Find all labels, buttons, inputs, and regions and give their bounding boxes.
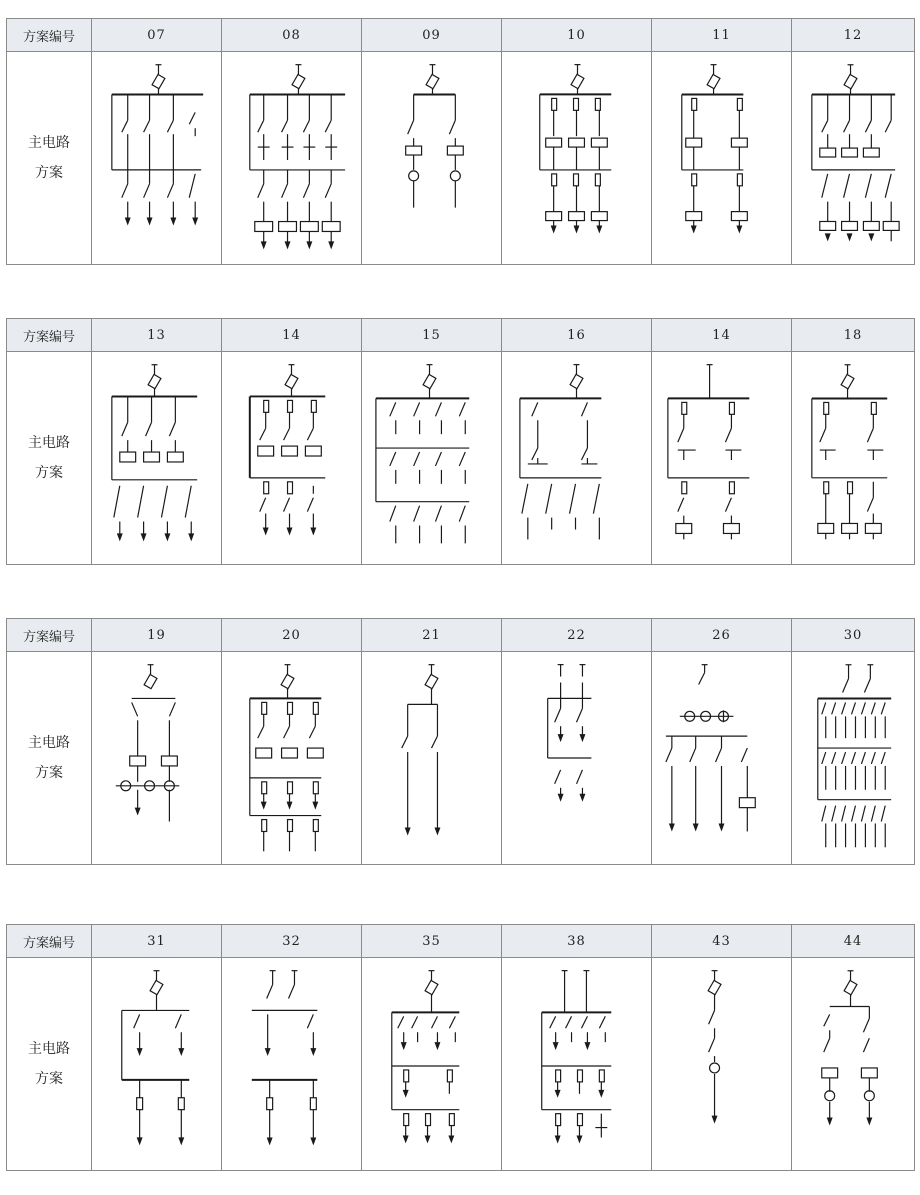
row-label: 方案编号 [7,619,92,652]
circuit-diagram [92,958,222,1171]
circuit-diagram [362,352,502,565]
row-label: 方案编号 [7,925,92,958]
circuit-diagram [92,352,222,565]
scheme-number: 32 [222,925,362,958]
circuit-diagram [362,52,502,265]
row-label: 方案编号 [7,319,92,352]
scheme-number: 30 [792,619,915,652]
circuit-diagram [362,958,502,1171]
circuit-label: 主电路 方案 [7,352,92,565]
scheme-number: 21 [362,619,502,652]
circuit-diagram [222,352,362,565]
circuit-label: 主电路 方案 [7,958,92,1171]
scheme-number: 43 [652,925,792,958]
circuit-diagram [502,352,652,565]
header-row [7,319,915,352]
scheme-table-2 [6,318,914,565]
scheme-number: 20 [222,619,362,652]
circuit-diagram [652,958,792,1171]
scheme-table-4 [6,924,914,1171]
row-label: 方案编号 [7,19,92,52]
circuit-row [7,958,915,1171]
scheme-number: 18 [792,319,915,352]
scheme-number: 11 [652,19,792,52]
scheme-number: 38 [502,925,652,958]
scheme-table-1 [6,18,914,265]
header-row [7,925,915,958]
scheme-number: 09 [362,19,502,52]
circuit-diagram [792,958,915,1171]
circuit-diagram [222,52,362,265]
circuit-diagram [792,52,915,265]
circuit-diagram [502,958,652,1171]
scheme-number: 35 [362,925,502,958]
header-row [7,19,915,52]
circuit-row [7,52,915,265]
header-row [7,619,915,652]
scheme-number: 10 [502,19,652,52]
circuit-diagram [792,652,915,865]
scheme-number: 14 [652,319,792,352]
circuit-label: 主电路 方案 [7,652,92,865]
scheme-number: 22 [502,619,652,652]
circuit-diagram [502,52,652,265]
scheme-number: 16 [502,319,652,352]
scheme-number: 14 [222,319,362,352]
scheme-number: 15 [362,319,502,352]
scheme-number: 19 [92,619,222,652]
circuit-label: 主电路 方案 [7,52,92,265]
scheme-number: 13 [92,319,222,352]
scheme-number: 08 [222,19,362,52]
circuit-row [7,352,915,565]
scheme-number: 31 [92,925,222,958]
scheme-number: 12 [792,19,915,52]
circuit-row [7,652,915,865]
circuit-diagram [92,652,222,865]
circuit-diagram [92,52,222,265]
scheme-number: 07 [92,19,222,52]
scheme-table-3 [6,618,914,865]
scheme-number: 44 [792,925,915,958]
circuit-diagram [222,652,362,865]
circuit-diagram [502,652,652,865]
circuit-diagram [792,352,915,565]
circuit-diagram [222,958,362,1171]
scheme-number: 26 [652,619,792,652]
circuit-diagram [362,652,502,865]
circuit-diagram [652,52,792,265]
circuit-diagram [652,652,792,865]
circuit-diagram [652,352,792,565]
